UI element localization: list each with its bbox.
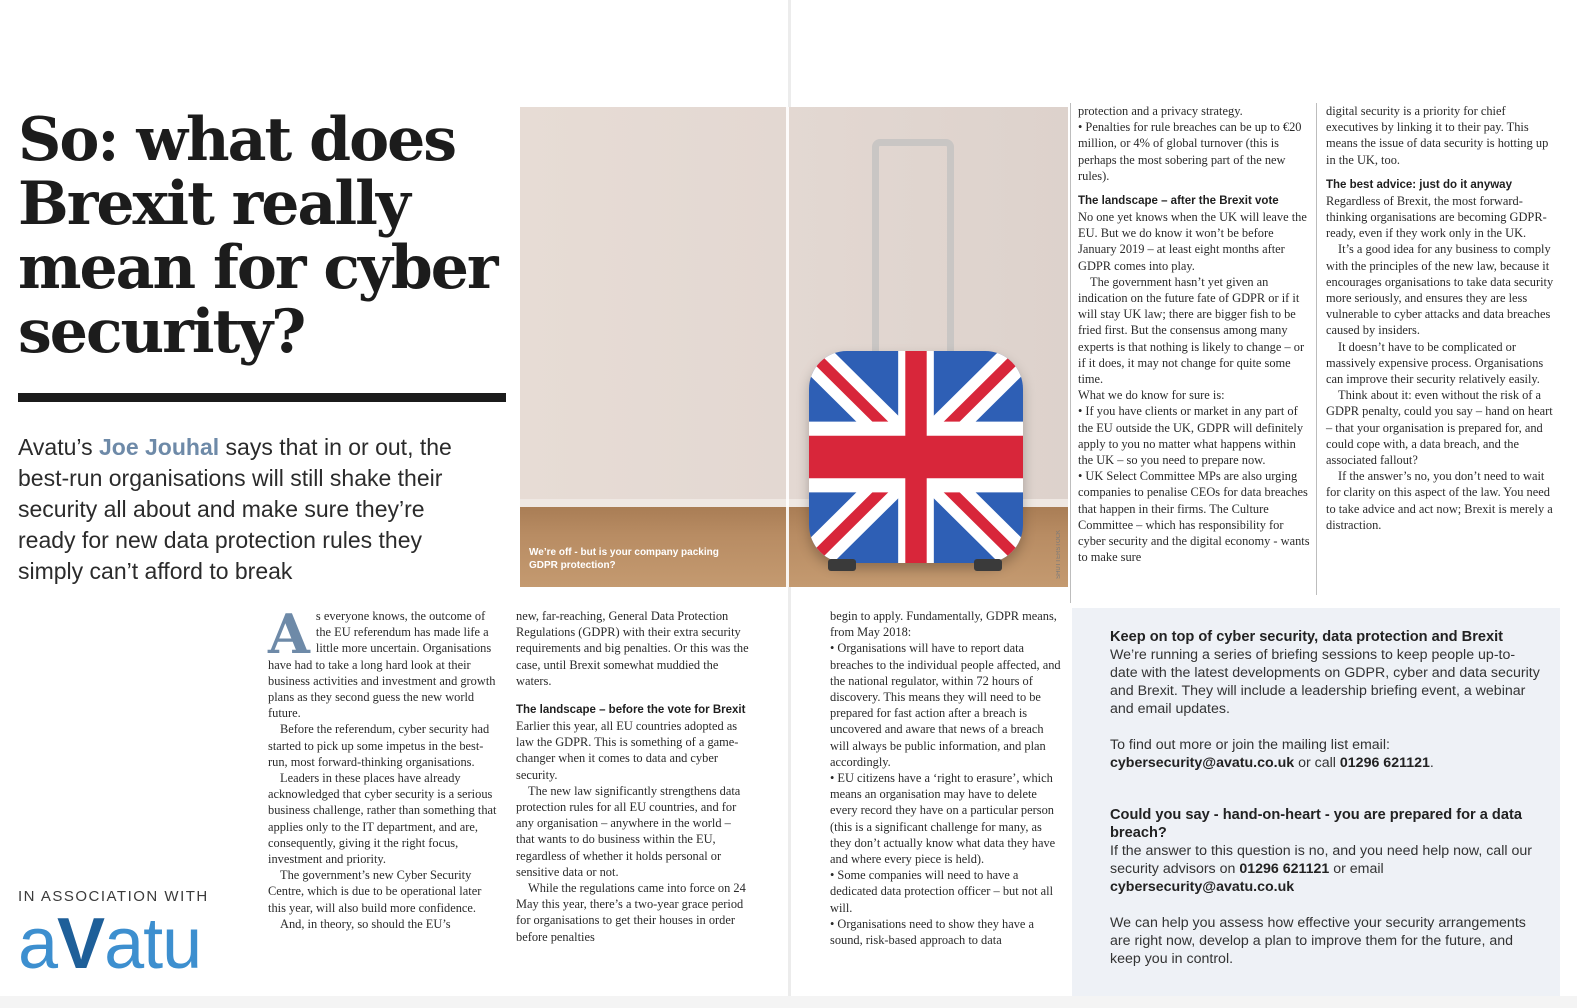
union-jack-suitcase [809, 351, 1023, 563]
email-link[interactable]: cybersecurity@avatu.co.uk [1110, 755, 1295, 771]
paragraph: While the regulations came into force on 24 May this year, there’s a two-year grace period for organisations to get their houses in order before penalties [516, 881, 746, 944]
paragraph: The government hasn’t yet given an indication on the future fate of GDPR or if it will stay UK law; there are bigger fish to be fried first. But the consensus among many experts is that nothing is likely to change – or if it does, it may not change for quite some time. [1078, 274, 1305, 387]
paragraph: If the answer’s no, you don’t need to wait for clarity on this aspect of the law. You need to take advice and act now; Brexit is merely a distraction. [1326, 469, 1553, 532]
contact-info-box [1072, 608, 1560, 996]
info-heading: Could you say - hand-on-heart - you are prepared for a data breach? [1110, 807, 1522, 841]
standfirst-lead: Avatu’s [18, 434, 99, 460]
info-text: or call [1294, 755, 1340, 771]
body-column-1 [268, 602, 498, 932]
bullet-item: • UK Select Committee MPs are also urging companies to penalise CEOs for data breaches that happen in their firms. The Culture Committee – which has responsibility for cyber security and the digital economy - wants to make sure [1078, 469, 1310, 565]
photo-gutter [786, 107, 789, 587]
paragraph: new, far-reaching, General Data Protection Regulations (GDPR) with their extra security requirements and big penalties. Or this was the case, until Brexit somewhat muddied the waters. [516, 609, 749, 688]
suitcase-wheels [820, 559, 1010, 571]
drop-cap: A [268, 602, 310, 666]
subheading: The best advice: just do it anyway [1326, 178, 1512, 191]
info-text: or email [1329, 861, 1384, 877]
paragraph: Leaders in these places have already acknowledged that cyber security is a serious business challenge, rather than something that applies only to the IT department, and are, consequently, giving it the right focus, investment and priority. [268, 771, 497, 867]
paragraph: digital security is a priority for chief executives by linking it to their pay. This means the issue of data security is hotting up in the UK, too. [1326, 104, 1549, 167]
logo-part: atu [104, 904, 202, 984]
info-heading: Keep on top of cyber security, data protection and Brexit [1110, 629, 1504, 645]
paragraph: s everyone knows, the outcome of the EU referendum has made life a little more uncertain. Organisations have had to take a long hard look at their business activities and investment and growth plans as they second guess the new world future. [268, 609, 496, 721]
info-text: If the answer to this question is no, and you need help now, call our security advisors on [1110, 843, 1532, 877]
paragraph: protection and a privacy strategy. [1078, 104, 1243, 118]
paragraph: begin to apply. Fundamentally, GDPR means, from May 2018: [830, 609, 1057, 640]
paragraph: What we do know for sure is: [1078, 388, 1225, 403]
phone-number[interactable]: 01296 621121 [1339, 755, 1430, 771]
paragraph: Regardless of Brexit, the most forward-thinking organisations are becoming GDPR-ready, even if they work only in the UK. [1326, 193, 1547, 241]
paragraph: It’s a good idea for any business to comply with the principles of the new law, because it encourages organisations to take data security more seriously, and ensures they are less vulnerable to cyber attacks and data breaches caused by insiders. [1326, 242, 1554, 338]
body-column-2 [516, 608, 751, 945]
association-label: IN ASSOCIATION WITH [18, 888, 209, 905]
info-text: To find out more or join the mailing list email: [1110, 737, 1390, 753]
info-paragraph: We can help you assess how effective your security arrangements are right now, develop a plan to improve them for the future, and keep you in control. [1110, 915, 1526, 967]
logo-part: a [18, 904, 58, 984]
column-rule [1316, 103, 1317, 595]
union-jack-flag-icon [809, 351, 1023, 563]
author-name: Joe Jouhal [98, 434, 220, 460]
headline-rule [18, 393, 506, 402]
body-column-4 [1078, 103, 1310, 565]
email-link[interactable]: cybersecurity@avatu.co.uk [1110, 879, 1295, 895]
subheading: The landscape – before the vote for Brexit [516, 704, 746, 717]
avatu-logo [18, 904, 201, 984]
headline: So: what does Brexit really mean for cyber security? [18, 105, 497, 367]
paragraph: It doesn’t have to be complicated or massively expensive process. Organisations can improve their security relatively easily. [1326, 339, 1544, 387]
suitcase-photo [520, 107, 1068, 587]
paragraph: The new law significantly strengthens data protection rules for all EU countries, and for any organisation – anywhere in the world – that wants to do business within the EU, regardless of whether it holds personal or sensitive data or not. [516, 783, 741, 879]
paragraph: Earlier this year, all EU countries adopted as law the GDPR. This is something of a game-changer when it comes to data and cyber security. [516, 719, 739, 782]
paragraph: Before the referendum, cyber security had started to pick up some impetus in the best-run, most forward-thinking organisations. [268, 722, 490, 769]
page-bottom-edge [0, 996, 1577, 1008]
bullet-item: • If you have clients or market in any part of the EU outside the UK, GDPR will definitely apply to you no matter what happens within the UK – so you need to prepare now. [1078, 404, 1304, 468]
standfirst [18, 432, 488, 587]
paragraph: And, in theory, so should the EU’s [280, 916, 451, 931]
subheading: The landscape – after the Brexit vote [1078, 195, 1279, 208]
info-paragraph: We’re running a series of briefing sessions to keep people up-to-date with the latest developments on GDPR, cyber and data security and Brexit. They will include a leadership briefing event, a webinar and email updates. [1110, 647, 1540, 717]
info-box-content [1110, 628, 1540, 968]
bullet-item: • Organisations will have to report data breaches to the individual people affected, and the national regulator, within 72 hours of discovery. This means they will need to be prepared for fast action after a breach is uncovered and aware that news of a breach will always be public information, and plan accordingly. [830, 641, 1061, 769]
phone-number[interactable]: 01296 621121 [1239, 861, 1330, 877]
photo-caption: We’re off - but is your company packing GDPR protection? [529, 547, 719, 571]
bullet-item: • Organisations need to show they have a sound, risk-based approach to data [830, 916, 1035, 948]
body-column-5 [1326, 103, 1558, 533]
bullet-item: • Penalties for rule breaches can be up to €20 million, or 4% of global turnover (this is perhaps the most sobering part of the new rules). [1078, 120, 1302, 183]
suitcase-handle [872, 139, 954, 356]
paragraph: The government’s new Cyber Security Centre, which is due to be operational later this year, will also build more confidence. [268, 868, 482, 915]
bullet-item: • EU citizens have a ‘right to erasure’, which means an organisation may have to delete every record they have on a particular person (this is a significant challenge for many, as they don’t actually know what data they have and where every piece is held). [830, 771, 1056, 867]
logo-part: V [57, 904, 105, 984]
photo-credit: SHUTTERSTOCK [1056, 530, 1062, 579]
standfirst-text: says that in or out, the best-run organisations will still shake their security all about and make sure they’re ready for new data protection rules they simply can’t afford to break [18, 434, 452, 584]
paragraph: Think about it: even without the risk of a GDPR penalty, could you say – hand on heart – that your organisation is prepared for, and could cope with, a data breach, and the associated fallout? [1326, 388, 1553, 468]
info-paragraph [1110, 842, 1540, 896]
info-text: . [1429, 755, 1434, 771]
paragraph: No one yet knows when the UK will leave the EU. But we do know it won’t be before January 2019 – at least eight months after GDPR comes into play. [1078, 210, 1307, 273]
column-rule [1070, 103, 1071, 603]
body-column-3 [830, 608, 1065, 948]
info-paragraph [1110, 736, 1540, 772]
bullet-item: • Some companies will need to have a dedicated data protection officer – but not all will. [830, 868, 1054, 915]
